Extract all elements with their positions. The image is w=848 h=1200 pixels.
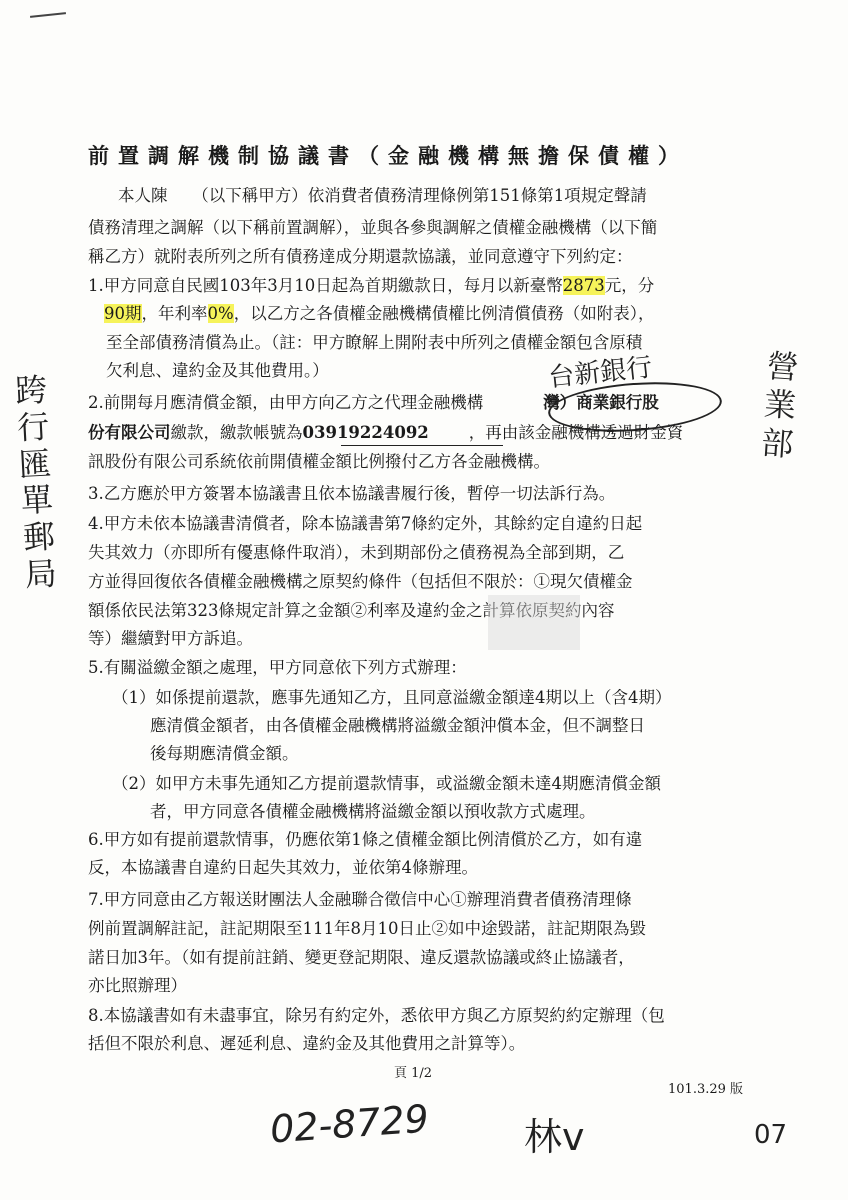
clause-5-head: 5.有關溢繳金額之處理，甲方同意依下列方式辦理： — [88, 658, 467, 677]
clause-2-text-c: ，再由該金融機構透過財金資 — [468, 423, 684, 442]
clause-8-line-1: 8.本協議書如有未盡事宜，除另有約定外，悉依甲方與乙方原契約約定辦理（包 — [88, 1006, 665, 1025]
faint-stamp — [488, 595, 580, 650]
bank-name: 灣）商業銀行股 — [543, 393, 659, 412]
clause-4-line-5: 等）繼續對甲方訴追。 — [88, 629, 253, 648]
intro-line-2: 債務清理之調解（以下稱前置調解），並與各參與調解之債權金融機構（以下簡 — [88, 218, 658, 237]
clause-5-1-line-2: 應清償金額者，由各債權金融機構將溢繳金額沖償本金，但不調整日 — [150, 716, 645, 735]
handwritten-phone: 02-8729 — [268, 1096, 431, 1152]
handwritten-left-note: 跨行匯單郵局 — [14, 370, 58, 594]
clause-6-line-1: 6.甲方如有提前還款情事，仍應依第1條之債權金額比例清償於乙方，如有違 — [88, 830, 643, 849]
clause-5-1-line-3: 後每期應清償金額。 — [150, 744, 299, 763]
clause-8-line-2: 括但不限於利息、遲延利息、違約金及其他費用之計算等）。 — [88, 1034, 526, 1053]
handwritten-right-note: 營業部 — [760, 346, 800, 464]
clause-4-line-4: 額係依民法第323條規定計算之金額②利率及違約金之計算依原契約內容 — [88, 601, 615, 620]
clause-1-text-c: ，年利率 — [141, 304, 208, 323]
account-number: 03919224092 — [302, 423, 429, 442]
clause-1-text-b: 元，分 — [604, 276, 655, 295]
clause-7-line-4: 亦比照辦理） — [88, 976, 187, 995]
clause-2-text: 2.前開每月應清償金額，由甲方向乙方之代理金融機構 — [88, 393, 484, 412]
clause-7-line-1: 7.甲方同意由乙方報送財團法人金融聯合徵信中心①辦理消費者債務清理條 — [88, 890, 632, 909]
intro-line-1: 本人陳 （以下稱甲方）依消費者債務清理條例第151條第1項規定聲請 — [118, 186, 647, 205]
clause-1-line-4: 欠利息、違約金及其他費用。） — [106, 361, 329, 380]
clause-7-line-3: 諾日加3年。（如有提前註銷、變更登記期限、違反還款協議或終止協議者， — [88, 948, 635, 967]
clause-4-line-1: 4.甲方未依本協議書清償者，除本協議書第7條約定外，其餘約定自違約日起 — [88, 514, 643, 533]
document-title: 前置調解機制協議書（金融機構無擔保債權） — [88, 143, 688, 168]
account-underline — [341, 445, 503, 446]
clause-2-line-3: 訊股份有限公司系統依前開債權金額比例撥付乙方各金融機構。 — [88, 452, 550, 471]
clause-4-line-3: 方並得回復依各債權金融機構之原契約條件（包括但不限於：①現欠債權金 — [88, 572, 633, 591]
clause-7-line-2: 例前置調解註記，註記期限至111年8月10日止②如中途毀諾，註記期限為毀 — [88, 919, 646, 938]
page-number: 頁 1/2 — [394, 1066, 433, 1081]
clause-5-2-line-2: 者，甲方同意各債權金融機構將溢繳金額以預收款方式處理。 — [150, 802, 596, 821]
clause-2-text-b: 繳款，繳款帳號為 — [170, 423, 303, 442]
clause-4-line-2: 失其效力（亦即所有優惠條件取消），未到期部份之債務視為全部到期，乙 — [88, 543, 625, 562]
clause-5-1-line-1: （1）如係提前還款，應事先通知乙方，且同意溢繳金額達4期以上（含4期） — [112, 688, 672, 707]
clause-6-line-2: 反，本協議書自違約日起失其效力，並依第4條辦理。 — [88, 858, 478, 877]
bank-suffix: 份有限公司 — [88, 423, 171, 442]
clause-1-line-3: 至全部債務清償為止。（註：甲方瞭解上開附表中所列之債權金額包含原積 — [106, 333, 643, 352]
interest-rate: 0% — [207, 304, 234, 323]
handwritten-number: 07 — [754, 1120, 788, 1150]
corner-mark — [30, 12, 66, 18]
clause-1-line-1 — [88, 278, 654, 295]
intro-line-3: 稱乙方）就附表所列之所有債務達成分期還款協議，並同意遵守下列約定： — [88, 247, 633, 266]
clause-1-line-2 — [104, 306, 654, 323]
clause-5-2-line-1: （2）如甲方未事先通知乙方提前還款情事，或溢繳金額未達4期應清償金額 — [112, 774, 661, 793]
monthly-amount: 2873 — [562, 276, 605, 295]
handwritten-bank-note: 台新銀行 — [546, 352, 654, 394]
period-count: 90期 — [104, 304, 142, 323]
clause-1-text-d: ，以乙方之各債權金融機構債權比例清償債務（如附表）， — [233, 304, 655, 323]
clause-1-text: 1.甲方同意自民國103年3月10日起為首期繳款日，每月以新臺幣 — [88, 276, 563, 295]
handwritten-signature: 林v — [524, 1115, 585, 1159]
clause-3: 3.乙方應於甲方簽署本協議書且依本協議書履行後，暫停一切法訴行為。 — [88, 484, 616, 503]
version-label: 101.3.29 版 — [668, 1082, 744, 1097]
